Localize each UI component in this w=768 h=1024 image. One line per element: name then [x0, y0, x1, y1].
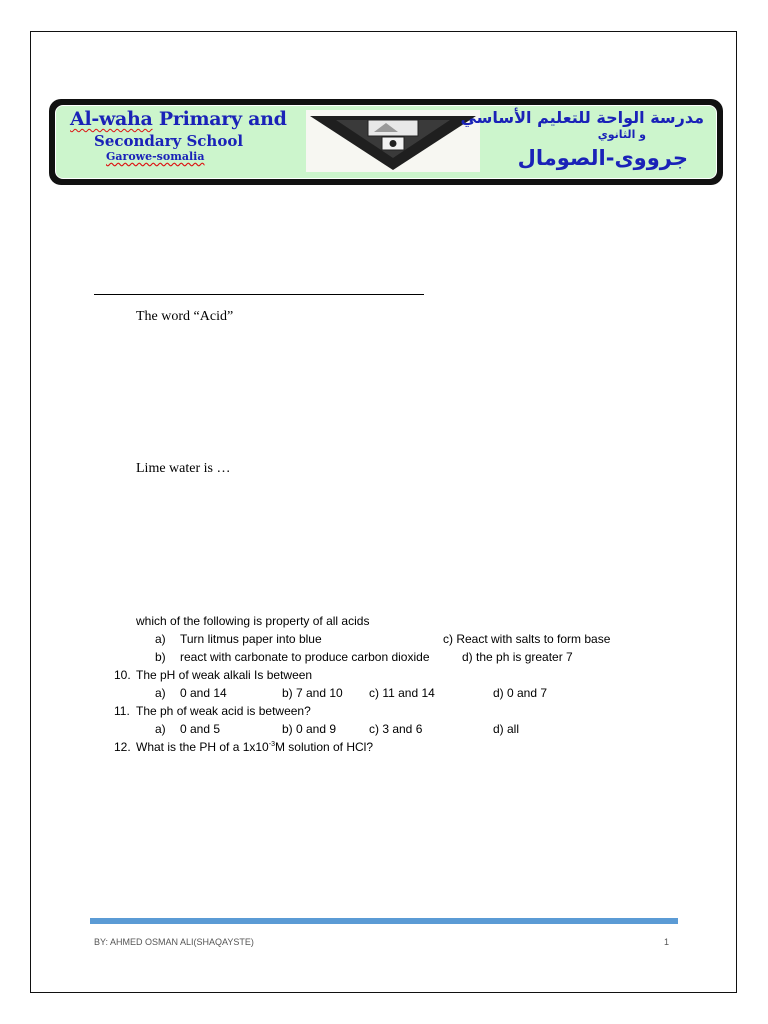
q10-c: c) 11 and 14	[369, 686, 435, 700]
q11-c: c) 3 and 6	[369, 722, 423, 736]
q10-b: b) 7 and 10	[282, 686, 343, 700]
q11-number: 11.	[114, 704, 130, 718]
q11-text: The ph of weak acid is between?	[136, 704, 311, 718]
school-location-arabic: جرووى-الصومال	[517, 146, 688, 170]
title-rule	[94, 294, 424, 295]
question-acid: The word “Acid”	[136, 309, 234, 324]
school-name-primary: Primary and	[158, 108, 287, 130]
q11-a-label: a)	[155, 722, 166, 736]
q10-text: The pH of weak alkali Is between	[136, 668, 313, 682]
option-b-label: b)	[155, 650, 166, 664]
option-b-text: react with carbonate to produce carbon dioxide	[180, 650, 430, 664]
option-d-text: d) the ph is greater 7	[462, 650, 573, 664]
q12-exponent: -3	[268, 741, 275, 748]
school-logo-icon	[306, 110, 480, 172]
q12-text-post: M solution of HCl?	[274, 740, 374, 754]
question-acid-property: which of the following is property of all acids	[136, 614, 370, 628]
school-name-alwaha: Al-waha	[70, 108, 153, 130]
q12-text	[136, 740, 373, 754]
school-name-arabic: مدرسة الواحة للتعليم الأساسي	[460, 108, 704, 127]
school-header-banner	[49, 99, 723, 185]
q11-b: b) 0 and 9	[282, 722, 337, 736]
q12-number: 12.	[114, 740, 131, 754]
option-a-text: Turn litmus paper into blue	[180, 632, 322, 646]
school-subtitle-arabic: و الثانوي	[597, 128, 646, 141]
school-location: Garowe-somalia	[106, 150, 205, 163]
question-lime-water: Lime water is …	[136, 461, 231, 476]
option-c-text: c) React with salts to form base	[443, 632, 611, 646]
q12-text-pre: What is the PH of a 1x10	[136, 740, 269, 754]
banner-inner	[55, 105, 717, 179]
footer-rule	[90, 918, 678, 924]
footer-page-number: 1	[664, 937, 670, 947]
q11-a: 0 and 5	[180, 722, 221, 736]
footer-author: BY: AHMED OSMAN ALI(SHAQAYSTE)	[94, 937, 254, 947]
q10-number: 10.	[114, 668, 131, 682]
school-name-english	[70, 108, 287, 130]
school-subtitle: Secondary School	[94, 132, 244, 150]
q11-d: d) all	[493, 722, 520, 736]
option-a-label: a)	[155, 632, 166, 646]
school-logo	[306, 110, 480, 172]
q10-a: 0 and 14	[180, 686, 227, 700]
q10-d: d) 0 and 7	[493, 686, 548, 700]
q10-a-label: a)	[155, 686, 166, 700]
